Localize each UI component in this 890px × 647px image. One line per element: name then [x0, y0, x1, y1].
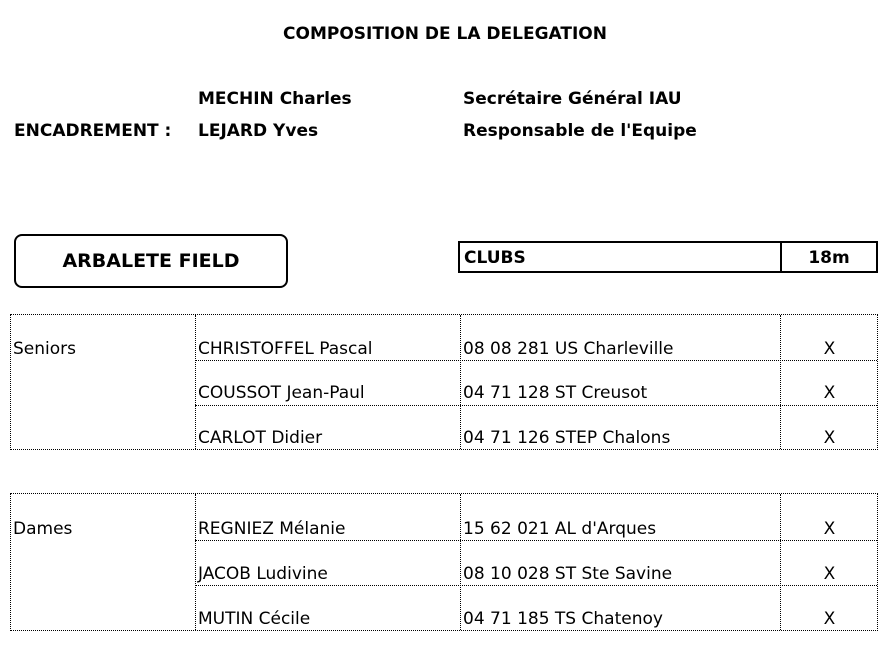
- distance-header: 18m: [808, 248, 850, 268]
- seniors-table: [10, 314, 878, 450]
- row-divider: [195, 585, 877, 586]
- col-divider: [460, 315, 461, 449]
- member-mark: X: [823, 428, 836, 448]
- member-name: COUSSOT Jean-Paul: [198, 383, 365, 403]
- member-club: 04 71 185 TS Chatenoy: [463, 609, 663, 629]
- section-title: ARBALETE FIELD: [62, 250, 240, 272]
- member-name: CARLOT Didier: [198, 428, 323, 448]
- member-name: REGNIEZ Mélanie: [198, 519, 346, 539]
- member-mark: X: [823, 339, 836, 359]
- member-club: 08 08 281 US Charleville: [463, 339, 674, 359]
- member-mark: X: [823, 609, 836, 629]
- section-title-box: [14, 234, 288, 288]
- member-club: 04 71 128 ST Creusot: [463, 383, 648, 403]
- col-divider: [195, 494, 196, 630]
- staff-name-2: LEJARD Yves: [198, 121, 319, 141]
- category-label: Dames: [13, 519, 73, 539]
- staff-name-1: MECHIN Charles: [198, 89, 352, 109]
- member-name: CHRISTOFFEL Pascal: [198, 339, 373, 359]
- dames-table: [10, 493, 878, 631]
- member-club: 08 10 028 ST Ste Savine: [463, 564, 673, 584]
- clubs-header: CLUBS: [464, 248, 526, 268]
- col-divider: [460, 494, 461, 630]
- staff-role-2: Responsable de l'Equipe: [463, 121, 697, 141]
- row-divider: [195, 540, 877, 541]
- clubs-header-box: [458, 241, 878, 273]
- member-mark: X: [823, 519, 836, 539]
- row-divider: [195, 405, 877, 406]
- member-mark: X: [823, 564, 836, 584]
- encadrement-label: ENCADREMENT :: [14, 121, 172, 141]
- member-mark: X: [823, 383, 836, 403]
- row-divider: [195, 360, 877, 361]
- staff-role-1: Secrétaire Général IAU: [463, 89, 682, 109]
- member-club: 04 71 126 STEP Chalons: [463, 428, 671, 448]
- member-name: MUTIN Cécile: [198, 609, 311, 629]
- category-label: Seniors: [13, 339, 76, 359]
- col-divider: [195, 315, 196, 449]
- member-club: 15 62 021 AL d'Arques: [463, 519, 657, 539]
- member-name: JACOB Ludivine: [198, 564, 328, 584]
- page-title: COMPOSITION DE LA DELEGATION: [283, 24, 607, 44]
